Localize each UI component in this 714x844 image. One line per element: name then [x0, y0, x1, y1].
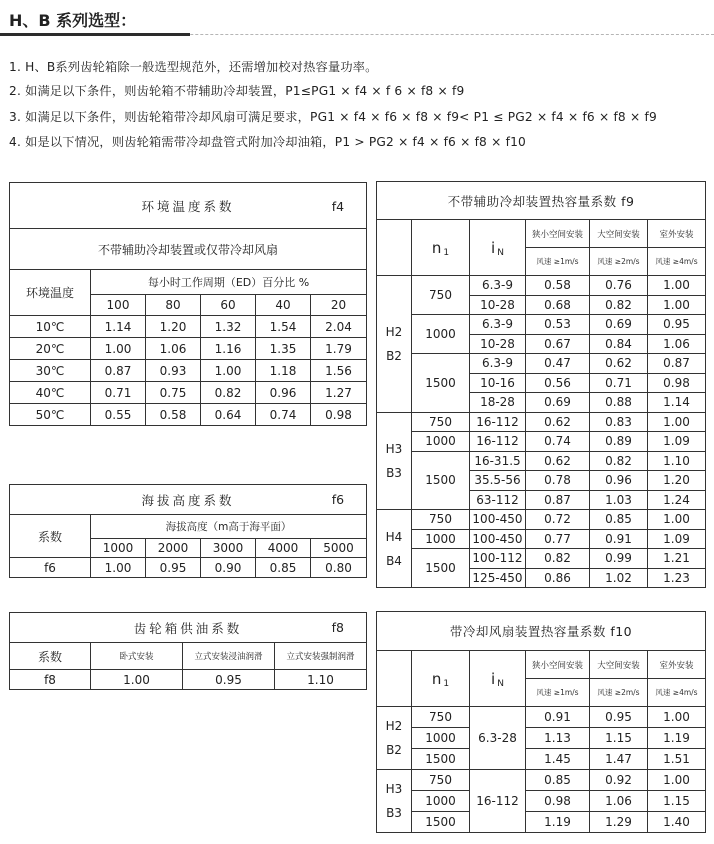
table-title: 齿轮箱供油系数 f8 — [10, 613, 367, 643]
wind-speed-4: 风速 ≥4m/s — [648, 248, 706, 276]
ratio-cell: 100-450 — [470, 510, 526, 530]
row-header: 系数 — [10, 515, 91, 558]
model-label: H2 — [385, 324, 403, 339]
ratio-cell: 35.5-56 — [470, 471, 526, 491]
value-cell: 1.35 — [256, 338, 311, 360]
value-cell: 1.20 — [648, 471, 706, 491]
ratio-cell: 16-31.5 — [470, 451, 526, 471]
model-label: H3 — [385, 782, 403, 796]
model-label: B2 — [386, 348, 402, 363]
value-cell: 0.95 — [648, 315, 706, 335]
speed-header: n $_1$ — [412, 651, 470, 707]
table-row — [10, 670, 367, 690]
value-cell: 0.82 — [590, 451, 648, 471]
ratio-cell: 6.3-28 — [470, 707, 526, 770]
value-cell: 0.82 — [526, 549, 590, 569]
ambient-temperature-table — [9, 182, 367, 426]
value-cell: 1.19 — [648, 728, 706, 749]
value-cell: 1.00 — [648, 770, 706, 791]
speed-cell: 750 — [412, 707, 470, 728]
speed-cell: 1000 — [412, 791, 470, 812]
table-body — [377, 276, 706, 588]
row-header: 系数 — [10, 643, 91, 670]
value-cell: 0.62 — [590, 354, 648, 374]
value-cell: 2.04 — [311, 316, 367, 338]
value-cell: 1.20 — [146, 316, 201, 338]
value-cell: 1.00 — [91, 670, 183, 690]
speed-cell: 750 — [412, 412, 470, 432]
wind-speed-2: 风速 ≥2m/s — [590, 679, 648, 707]
value-cell: 0.82 — [590, 295, 648, 315]
ratio-cell: 16-112 — [470, 432, 526, 452]
value-cell: 0.55 — [91, 404, 146, 426]
model-label: H3 — [385, 441, 403, 456]
value-cell: 0.78 — [526, 471, 590, 491]
value-cell: 0.87 — [91, 360, 146, 382]
speed-cell: 1000 — [412, 529, 470, 549]
speed-cell: 1000 — [412, 728, 470, 749]
altitude-header: 3000 — [201, 539, 256, 558]
table-row — [377, 510, 706, 530]
value-cell: 0.96 — [590, 471, 648, 491]
value-cell: 1.51 — [648, 749, 706, 770]
wind-speed-2: 风速 ≥2m/s — [590, 248, 648, 276]
table-title: 不带辅助冷却装置热容量系数 f9 — [377, 182, 706, 220]
value-cell: 0.69 — [526, 393, 590, 413]
model-header — [377, 220, 412, 276]
table-body — [377, 707, 706, 833]
value-cell: 1.00 — [648, 276, 706, 296]
value-cell: 0.98 — [311, 404, 367, 426]
value-cell: 0.71 — [590, 373, 648, 393]
table-title: 海拔高度系数 f6 — [10, 485, 367, 515]
value-cell: 1.27 — [311, 382, 367, 404]
value-cell: 0.93 — [146, 360, 201, 382]
speed-cell: 1500 — [412, 451, 470, 510]
value-cell: 1.18 — [256, 360, 311, 382]
table-body — [10, 316, 367, 426]
install-large-space: 大空间安装 — [590, 651, 648, 679]
table-row — [377, 749, 706, 770]
model-header — [377, 651, 412, 707]
value-cell: 1.10 — [275, 670, 367, 690]
speed-cell: 750 — [412, 770, 470, 791]
ratio-cell: 18-28 — [470, 393, 526, 413]
value-cell: 0.58 — [526, 276, 590, 296]
column-group-header: 每小时工作周期（ED）百分比 % — [91, 270, 367, 295]
mounting-header: 立式安装强制润滑 — [275, 643, 367, 670]
wind-speed-1: 风速 ≥1m/s — [526, 248, 590, 276]
value-cell: 1.79 — [311, 338, 367, 360]
value-cell: 0.69 — [590, 315, 648, 335]
speed-cell: 750 — [412, 276, 470, 315]
table-row — [377, 812, 706, 833]
table-row — [10, 360, 367, 382]
value-cell: 1.19 — [526, 812, 590, 833]
oil-supply-table — [9, 612, 367, 690]
value-cell: 0.62 — [526, 412, 590, 432]
speed-cell: 750 — [412, 510, 470, 530]
value-cell: 1.40 — [648, 812, 706, 833]
table-subtitle: 不带辅助冷却装置或仅带冷却风扇 — [10, 229, 367, 270]
column-header-row — [10, 643, 367, 670]
ratio-cell: 100-450 — [470, 529, 526, 549]
value-cell: 0.92 — [590, 770, 648, 791]
rule-line-4: 4. 如是以下情况，则齿轮箱需带冷却盘管式附加冷却油箱，P1 > PG2 × f4 × f6 × f8 × f10 — [9, 135, 526, 149]
ratio-cell: 10-16 — [470, 373, 526, 393]
value-cell: 1.09 — [648, 432, 706, 452]
value-cell: 0.98 — [648, 373, 706, 393]
value-cell: 0.91 — [526, 707, 590, 728]
value-cell: 0.99 — [590, 549, 648, 569]
temperature-cell: 30℃ — [10, 360, 91, 382]
value-cell: 0.85 — [590, 510, 648, 530]
ratio-cell: 6.3-9 — [470, 315, 526, 335]
speed-cell: 1500 — [412, 812, 470, 833]
table-row — [377, 412, 706, 432]
value-cell: 1.54 — [256, 316, 311, 338]
value-cell: 0.85 — [256, 558, 311, 578]
duty-cycle-header: 100 — [91, 295, 146, 316]
value-cell: 1.06 — [146, 338, 201, 360]
model-cell — [377, 510, 412, 588]
value-cell: 0.87 — [648, 354, 706, 374]
value-cell: 0.82 — [201, 382, 256, 404]
value-cell: 0.95 — [146, 558, 201, 578]
value-cell: 0.98 — [526, 791, 590, 812]
altitude-header: 2000 — [146, 539, 201, 558]
rule-line-1: 1. H、B系列齿轮箱除一般选型规范外，还需增加校对热容量功率。 — [9, 60, 378, 74]
value-cell: 1.23 — [648, 568, 706, 588]
install-outdoor: 室外安装 — [648, 220, 706, 248]
value-cell: 0.84 — [590, 334, 648, 354]
model-cell — [377, 412, 412, 510]
duty-cycle-header: 60 — [201, 295, 256, 316]
value-cell: 0.58 — [146, 404, 201, 426]
temperature-cell: 40℃ — [10, 382, 91, 404]
model-label: B3 — [386, 806, 402, 820]
rule-line-2: 2. 如满足以下条件，则齿轮箱不带辅助冷却装置，P1≤PG1 × f4 × f 6 × f8 × f9 — [9, 84, 465, 98]
value-cell: 0.95 — [590, 707, 648, 728]
thermal-factor-f10-table — [376, 611, 706, 833]
value-cell: 1.14 — [648, 393, 706, 413]
wind-speed-4: 风速 ≥4m/s — [648, 679, 706, 707]
speed-cell: 1500 — [412, 749, 470, 770]
temperature-cell: 50℃ — [10, 404, 91, 426]
factor-code: f8 — [331, 620, 345, 635]
altitude-header: 1000 — [91, 539, 146, 558]
model-label: B4 — [386, 553, 402, 568]
table-title: 带冷却风扇装置热容量系数 f10 — [377, 612, 706, 651]
value-cell: 1.24 — [648, 490, 706, 510]
factor-label: f8 — [10, 670, 91, 690]
value-cell: 0.85 — [526, 770, 590, 791]
install-outdoor: 室外安装 — [648, 651, 706, 679]
table-row — [377, 276, 706, 296]
speed-cell: 1500 — [412, 354, 470, 413]
model-label: H4 — [385, 529, 403, 544]
value-cell: 1.21 — [648, 549, 706, 569]
model-cell — [377, 770, 412, 833]
ratio-cell: 125-450 — [470, 568, 526, 588]
value-cell: 1.00 — [648, 510, 706, 530]
table-row — [377, 354, 706, 374]
value-cell: 0.76 — [590, 276, 648, 296]
install-small-space: 狭小空间安装 — [526, 651, 590, 679]
value-cell: 0.88 — [590, 393, 648, 413]
table-row — [377, 707, 706, 728]
table-row — [377, 432, 706, 452]
value-cell: 0.67 — [526, 334, 590, 354]
table-row — [10, 338, 367, 360]
table-row — [10, 316, 367, 338]
model-label: B3 — [386, 465, 402, 480]
value-cell: 0.74 — [526, 432, 590, 452]
ratio-cell: 6.3-9 — [470, 354, 526, 374]
value-cell: 0.64 — [201, 404, 256, 426]
ratio-cell: 100-112 — [470, 549, 526, 569]
ratio-cell: 10-28 — [470, 334, 526, 354]
value-cell: 1.00 — [91, 558, 146, 578]
model-label: H2 — [385, 719, 403, 733]
wind-speed-1: 风速 ≥1m/s — [526, 679, 590, 707]
duty-cycle-header: 40 — [256, 295, 311, 316]
install-small-space: 狭小空间安装 — [526, 220, 590, 248]
speed-cell: 1000 — [412, 315, 470, 354]
table-row — [377, 791, 706, 812]
value-cell: 1.00 — [648, 295, 706, 315]
value-cell: 1.06 — [590, 791, 648, 812]
value-cell: 1.56 — [311, 360, 367, 382]
value-cell: 0.90 — [201, 558, 256, 578]
column-group-header: 海拔高度（m高于海平面） — [91, 515, 367, 539]
value-cell: 0.96 — [256, 382, 311, 404]
ratio-header: i $_N$ — [470, 651, 526, 707]
table-row — [377, 549, 706, 569]
value-cell: 0.62 — [526, 451, 590, 471]
install-large-space: 大空间安装 — [590, 220, 648, 248]
factor-label: f6 — [10, 558, 91, 578]
altitude-table — [9, 484, 367, 578]
title-underline — [0, 34, 714, 35]
value-cell: 1.06 — [648, 334, 706, 354]
value-cell: 1.29 — [590, 812, 648, 833]
value-cell: 0.83 — [590, 412, 648, 432]
factor-code: f6 — [331, 492, 345, 507]
rule-line-3: 3. 如满足以下条件，则齿轮箱带冷却风扇可满足要求，PG1 × f4 × f6 × f8 × f9< P1 ≤ PG2 × f4 × f6 × f8 × f9 — [9, 110, 657, 124]
value-cell: 1.16 — [201, 338, 256, 360]
value-cell: 1.15 — [648, 791, 706, 812]
value-cell: 1.47 — [590, 749, 648, 770]
ratio-cell: 10-28 — [470, 295, 526, 315]
ratio-cell: 63-112 — [470, 490, 526, 510]
duty-cycle-header: 80 — [146, 295, 201, 316]
value-cell: 1.14 — [91, 316, 146, 338]
value-cell: 1.02 — [590, 568, 648, 588]
value-cell: 0.91 — [590, 529, 648, 549]
table-row — [377, 315, 706, 335]
value-cell: 0.87 — [526, 490, 590, 510]
value-cell: 0.53 — [526, 315, 590, 335]
row-header: 环境温度 — [10, 270, 91, 316]
value-cell: 0.95 — [183, 670, 275, 690]
value-cell: 0.89 — [590, 432, 648, 452]
speed-header: n $_1$ — [412, 220, 470, 276]
value-cell: 1.00 — [648, 412, 706, 432]
altitude-header: 5000 — [311, 539, 367, 558]
value-cell: 0.86 — [526, 568, 590, 588]
speed-cell: 1000 — [412, 432, 470, 452]
value-cell: 1.45 — [526, 749, 590, 770]
value-cell: 1.32 — [201, 316, 256, 338]
table-row — [10, 558, 367, 578]
value-cell: 0.72 — [526, 510, 590, 530]
table-title: 环境温度系数 f4 — [10, 183, 367, 229]
value-cell: 1.13 — [526, 728, 590, 749]
value-cell: 1.00 — [648, 707, 706, 728]
table-row — [377, 451, 706, 471]
value-cell: 0.80 — [311, 558, 367, 578]
value-cell: 0.68 — [526, 295, 590, 315]
value-cell: 0.71 — [91, 382, 146, 404]
value-cell: 0.47 — [526, 354, 590, 374]
temperature-cell: 20℃ — [10, 338, 91, 360]
temperature-cell: 10℃ — [10, 316, 91, 338]
table-row — [10, 404, 367, 426]
altitude-header: 4000 — [256, 539, 311, 558]
value-cell: 1.10 — [648, 451, 706, 471]
mounting-header: 立式安装浸油润滑 — [183, 643, 275, 670]
duty-cycle-header: 20 — [311, 295, 367, 316]
value-cell: 1.15 — [590, 728, 648, 749]
ratio-cell: 16-112 — [470, 412, 526, 432]
value-cell: 1.03 — [590, 490, 648, 510]
value-cell: 0.75 — [146, 382, 201, 404]
table-row — [377, 770, 706, 791]
model-label: B2 — [386, 743, 402, 757]
value-cell: 1.00 — [91, 338, 146, 360]
ratio-cell: 6.3-9 — [470, 276, 526, 296]
table-row — [377, 529, 706, 549]
value-cell: 1.09 — [648, 529, 706, 549]
value-cell: 0.77 — [526, 529, 590, 549]
value-cell: 0.74 — [256, 404, 311, 426]
value-cell: 1.00 — [201, 360, 256, 382]
value-cell: 0.56 — [526, 373, 590, 393]
model-cell — [377, 707, 412, 770]
factor-code: f4 — [331, 199, 345, 214]
model-cell — [377, 276, 412, 413]
table-row — [10, 382, 367, 404]
ratio-header: i $_N$ — [470, 220, 526, 276]
mounting-header: 卧式安装 — [91, 643, 183, 670]
page-title: H、B 系列选型： — [9, 11, 137, 30]
thermal-factor-f9-table — [376, 181, 706, 588]
speed-cell: 1500 — [412, 549, 470, 588]
ratio-cell: 16-112 — [470, 770, 526, 833]
table-row — [377, 728, 706, 749]
